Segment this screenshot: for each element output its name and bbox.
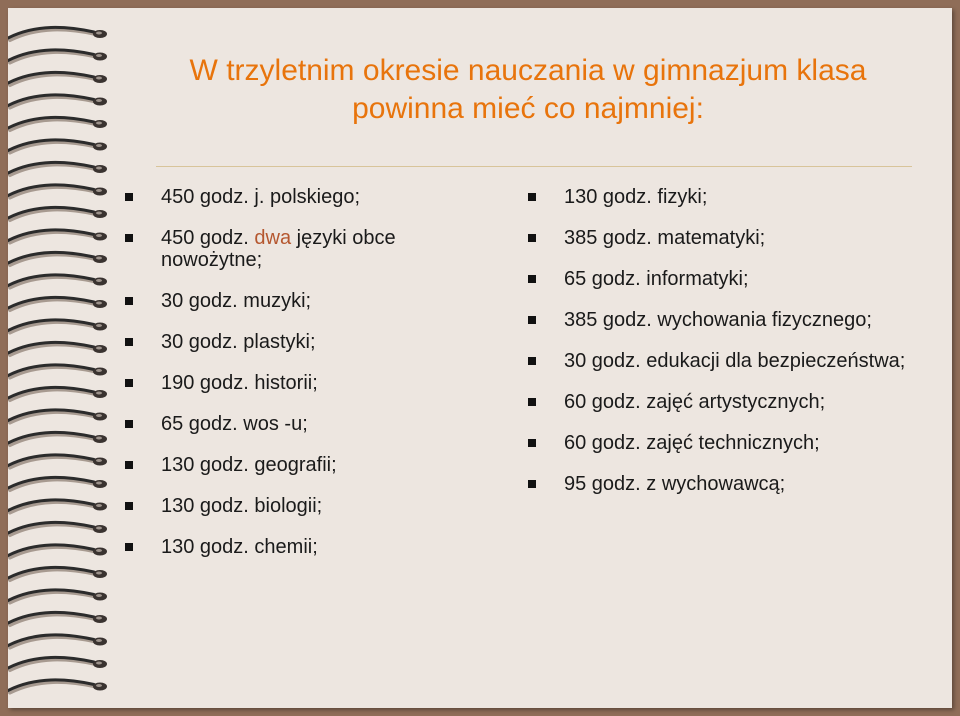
binding-ring — [8, 72, 107, 85]
binding-ring — [8, 252, 107, 265]
list-item: 65 godz. informatyki; — [528, 268, 928, 290]
binding-ring — [8, 207, 107, 220]
binding-ring — [8, 432, 107, 445]
binding-ring — [8, 140, 107, 153]
binding-ring — [8, 545, 107, 558]
binding-ring — [8, 27, 107, 40]
binding-ring — [8, 500, 107, 513]
binding-ring — [8, 680, 107, 693]
binding-ring — [8, 477, 107, 490]
binding-ring — [8, 50, 107, 63]
binding-ring — [8, 657, 107, 670]
accent-word: dwa — [254, 227, 292, 249]
list-item: 95 godz. z wychowawcą; — [528, 473, 928, 495]
spiral-binding-icon — [8, 20, 128, 700]
list-item: 450 godz. dwa języki obce nowożytne; — [125, 227, 445, 271]
title-divider — [156, 166, 912, 167]
list-item: 30 godz. muzyki; — [125, 290, 445, 312]
list-item: 130 godz. biologii; — [125, 495, 445, 517]
list-item: 385 godz. wychowania fizycznego; — [528, 309, 928, 331]
binding-ring — [8, 230, 107, 243]
list-item: 130 godz. chemii; — [125, 536, 445, 558]
slide-title — [128, 52, 928, 128]
list-item: 30 godz. edukacji dla bezpieczeństwa; — [528, 350, 928, 372]
binding-ring — [8, 387, 107, 400]
binding-ring — [8, 410, 107, 423]
binding-ring — [8, 162, 107, 175]
list-item: 450 godz. j. polskiego; — [125, 186, 445, 208]
list-item: 60 godz. zajęć technicznych; — [528, 432, 928, 454]
list-item: 385 godz. matematyki; — [528, 227, 928, 249]
title-line-2: powinna mieć co najmniej: — [352, 92, 704, 125]
binding-ring — [8, 95, 107, 108]
binding-ring — [8, 117, 107, 130]
binding-ring — [8, 455, 107, 468]
binding-ring — [8, 342, 107, 355]
list-item: 130 godz. fizyki; — [528, 186, 928, 208]
binding-ring — [8, 320, 107, 333]
binding-ring — [8, 185, 107, 198]
binding-ring — [8, 635, 107, 648]
binding-ring — [8, 297, 107, 310]
binding-ring — [8, 590, 107, 603]
binding-ring — [8, 275, 107, 288]
list-item: 30 godz. plastyki; — [125, 331, 445, 353]
slide — [8, 8, 952, 708]
right-list — [528, 186, 928, 514]
list-item: 190 godz. historii; — [125, 372, 445, 394]
list-item: 65 godz. wos -u; — [125, 413, 445, 435]
binding-ring — [8, 522, 107, 535]
binding-ring — [8, 612, 107, 625]
title-line-1: W trzyletnim okresie nauczania w gimnazjum klasa — [189, 54, 867, 87]
list-item: 130 godz. geografii; — [125, 454, 445, 476]
left-list — [125, 186, 445, 577]
binding-ring — [8, 365, 107, 378]
binding-ring — [8, 567, 107, 580]
list-item: 60 godz. zajęć artystycznych; — [528, 391, 928, 413]
